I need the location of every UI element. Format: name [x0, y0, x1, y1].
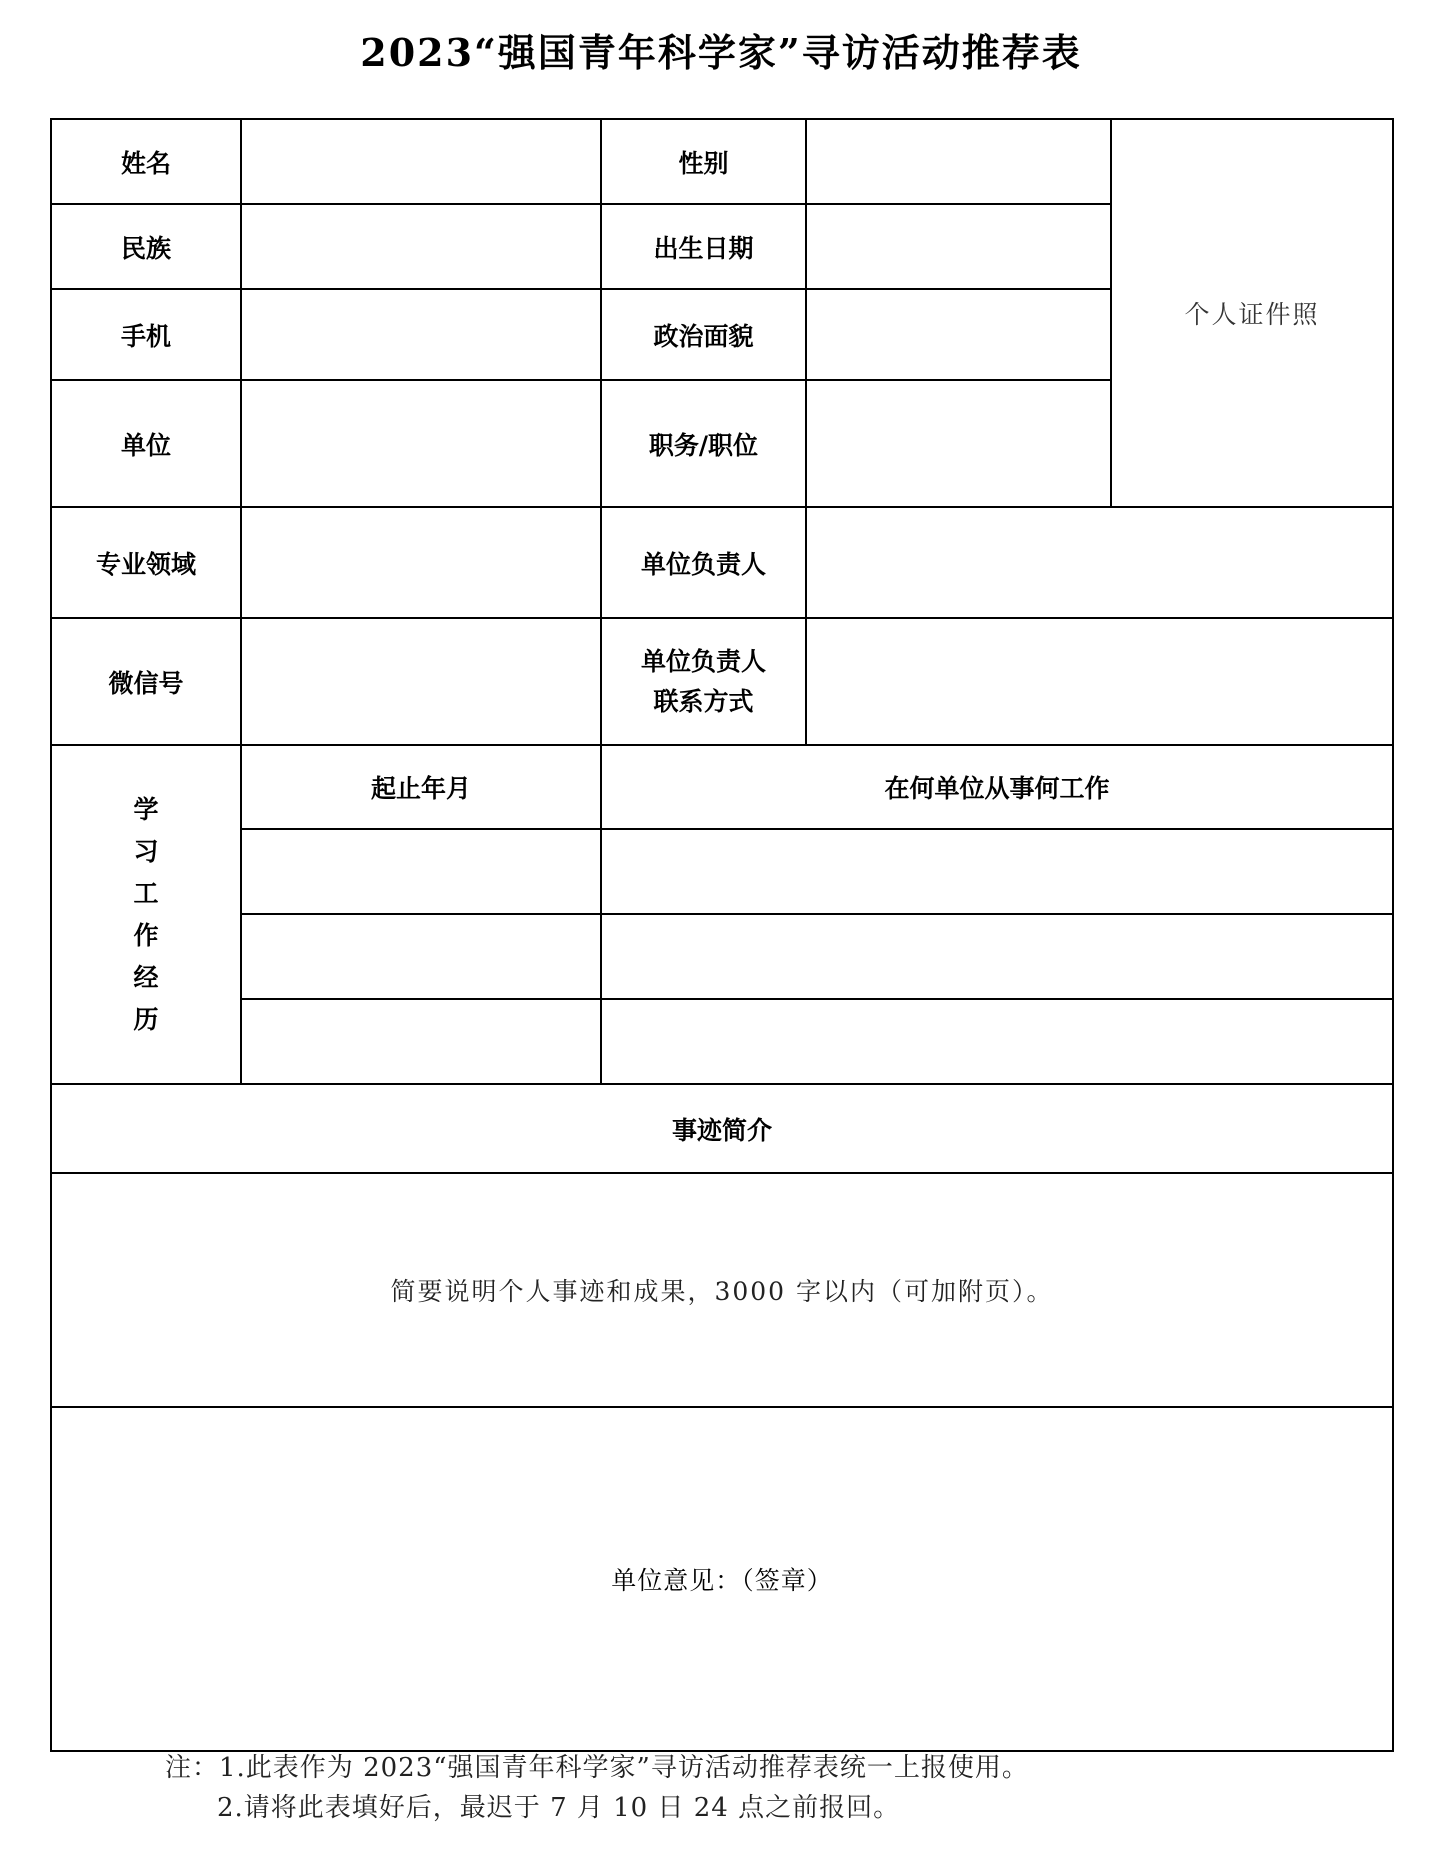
photo-box[interactable]: [1111, 119, 1393, 507]
phone-label: 手机: [51, 289, 241, 380]
history-char-3: 工: [133, 878, 159, 908]
political-status-field[interactable]: [806, 289, 1111, 380]
note-line-2: 2.请将此表填好后，最迟于 7 月 10 日 24 点之前报回。: [217, 1793, 901, 1823]
name-label: 姓名: [51, 119, 241, 204]
name-field[interactable]: [241, 119, 601, 204]
unit-head-label: 单位负责人: [601, 507, 806, 618]
gender-label: 性别: [601, 119, 806, 204]
unit-head-contact-line2: 联系方式: [653, 686, 754, 716]
page-title: 2023“强国青年科学家”寻访活动推荐表: [360, 30, 1082, 75]
history-period-cell[interactable]: [241, 829, 601, 914]
field-label: 专业领域: [51, 507, 241, 618]
gender-field[interactable]: [806, 119, 1111, 204]
unit-head-contact-field[interactable]: [806, 618, 1393, 745]
position-field[interactable]: [806, 380, 1111, 507]
unit-label: 单位: [51, 380, 241, 507]
political-status-label: 政治面貌: [601, 289, 806, 380]
deeds-field[interactable]: [51, 1173, 1393, 1407]
history-label: [51, 745, 241, 1084]
history-char-6: 历: [133, 1004, 159, 1034]
history-char-4: 作: [133, 920, 159, 950]
field-field[interactable]: [241, 507, 601, 618]
history-work-cell[interactable]: [601, 914, 1393, 999]
unit-opinion-field[interactable]: [51, 1407, 1393, 1751]
deeds-header: 事迹简介: [51, 1084, 1393, 1173]
history-period-cell[interactable]: [241, 914, 601, 999]
unit-field[interactable]: [241, 380, 601, 507]
history-char-1: 学: [133, 794, 159, 824]
phone-field[interactable]: [241, 289, 601, 380]
wechat-label: 微信号: [51, 618, 241, 745]
history-work-header: 在何单位从事何工作: [601, 745, 1393, 829]
unit-opinion-label: 单位意见：（签章）: [611, 1566, 833, 1595]
history-work-cell[interactable]: [601, 829, 1393, 914]
history-period-cell[interactable]: [241, 999, 601, 1084]
unit-head-contact-label: [601, 618, 806, 745]
history-char-2: 习: [133, 836, 159, 866]
ethnicity-field[interactable]: [241, 204, 601, 289]
history-period-header: 起止年月: [241, 745, 601, 829]
ethnicity-label: 民族: [51, 204, 241, 289]
note-line-1: 注：1.此表作为 2023“强国青年科学家”寻访活动推荐表统一上报使用。: [165, 1753, 1029, 1783]
recommendation-form: [50, 118, 1394, 1752]
history-char-5: 经: [133, 962, 159, 992]
birth-date-field[interactable]: [806, 204, 1111, 289]
deeds-instruction: 简要说明个人事迹和成果，3000 字以内（可加附页）。: [390, 1277, 1054, 1306]
position-label: 职务/职位: [601, 380, 806, 507]
notes: [165, 1748, 1029, 1828]
unit-head-field[interactable]: [806, 507, 1393, 618]
wechat-field[interactable]: [241, 618, 601, 745]
birth-date-label: 出生日期: [601, 204, 806, 289]
unit-head-contact-line1: 单位负责人: [640, 646, 766, 676]
history-work-cell[interactable]: [601, 999, 1393, 1084]
photo-label: 个人证件照: [1184, 300, 1320, 329]
